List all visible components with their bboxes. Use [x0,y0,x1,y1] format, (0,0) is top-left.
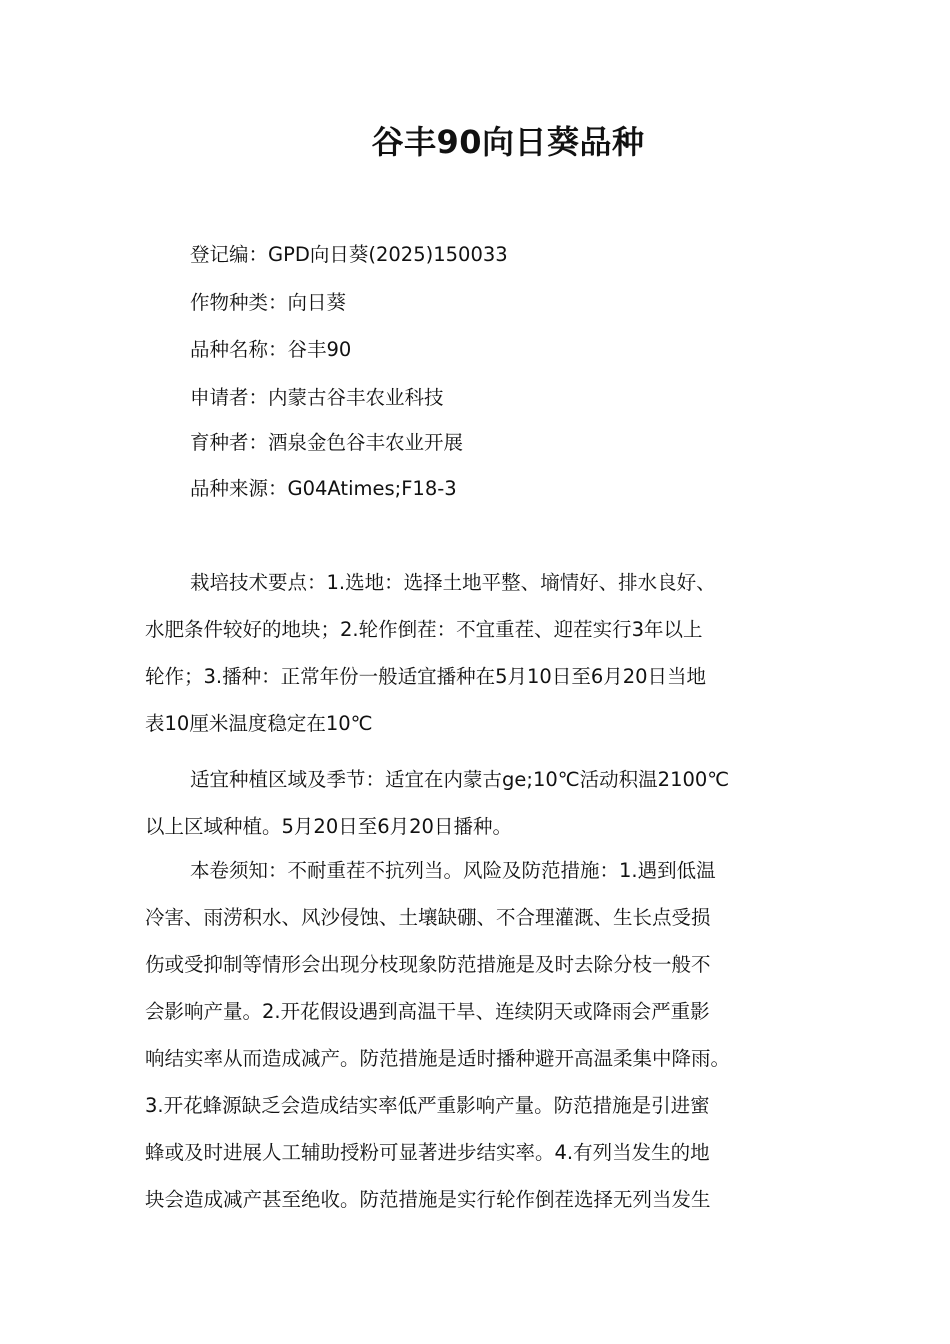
variety-name: 品种名称：谷丰90 [190,338,352,361]
paragraph-line: 以上区域种植。5月20日至6月20日播种。 [145,815,512,838]
paragraph-line: 轮作；3.播种：正常年份一般适宜播种在5月10日至6月20日当地 [145,665,707,688]
paragraph-line: 表10厘米温度稳定在10℃ [145,712,373,735]
applicant: 申请者：内蒙古谷丰农业科技 [190,386,444,409]
paragraph-line: 本卷须知：不耐重茬不抗列当。风险及防范措施：1.遇到低温 [190,859,716,882]
paragraph-line: 水肥条件较好的地块；2.轮作倒茬：不宜重茬、迎茬实行3年以上 [145,618,703,641]
planting-region-paragraph [145,756,815,850]
paragraph-line: 响结实率从而造成减产。防范措施是适时播种避开高温柔集中降雨。 [145,1047,731,1070]
cultivation-paragraph [145,559,815,747]
variety-source: 品种来源：G04Atimes;F18-3 [190,477,457,500]
crop-type: 作物种类：向日葵 [190,291,347,314]
paragraph-line: 适宜种植区域及季节：适宜在内蒙古ge;10℃活动积温2100℃ [190,768,730,791]
document-title: 谷丰90向日葵品种 [371,123,645,161]
paragraph-line: 冷害、雨涝积水、风沙侵蚀、土壤缺硼、不合理灌溉、生长点受损 [145,906,711,929]
breeder: 育种者：酒泉金色谷丰农业开展 [190,431,464,454]
paragraph-line: 块会造成减产甚至绝收。防范措施是实行轮作倒茬选择无列当发生 [145,1188,711,1211]
registration-number: 登记编：GPD向日葵(2025)150033 [190,243,508,266]
paragraph-line: 蜂或及时进展人工辅助授粉可显著进步结实率。4.有列当发生的地 [145,1141,710,1164]
notes-paragraph [145,847,815,1223]
paragraph-line: 会影响产量。2.开花假设遇到高温干旱、连续阴天或降雨会严重影 [145,1000,710,1023]
paragraph-line: 3.开花蜂源缺乏会造成结实率低严重影响产量。防范措施是引进蜜 [145,1094,710,1117]
paragraph-line: 栽培技术要点：1.选地：选择土地平整、墒情好、排水良好、 [190,571,716,594]
paragraph-line: 伤或受抑制等情形会出现分枝现象防范措施是及时去除分枝一般不 [145,953,711,976]
